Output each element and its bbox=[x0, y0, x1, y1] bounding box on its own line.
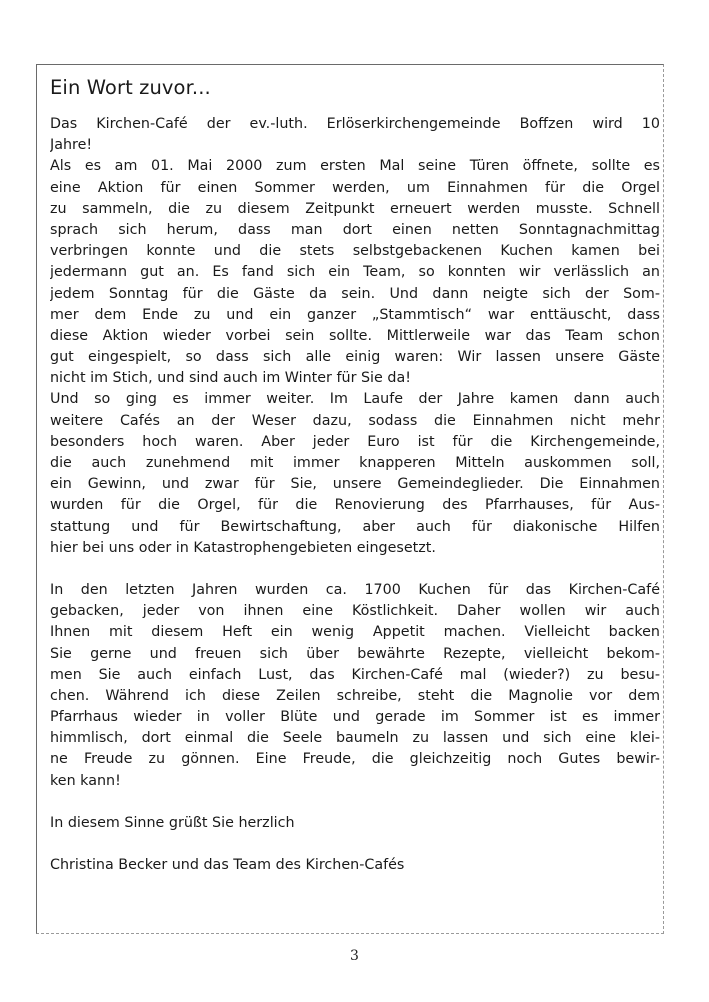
text-line: Und so ging es immer weiter. Im Laufe der Jahre kamen dann auch bbox=[50, 391, 660, 408]
text-line: jedermann gut an. Es fand sich ein Team, so konnten wir verlässlich an bbox=[50, 264, 660, 281]
text-line: In den letzten Jahren wurden ca. 1700 Kuchen für das Kirchen-Café bbox=[50, 581, 660, 598]
text-line: ne Freude zu gönnen. Eine Freude, die gleichzeitig noch Gutes bewir- bbox=[50, 751, 660, 768]
text-line: gebacken, jeder von ihnen eine Köstlichkeit. Daher wollen wir auch bbox=[50, 603, 660, 620]
text-line: Als es am 01. Mai 2000 zum ersten Mal seine Türen öffnete, sollte es bbox=[50, 158, 660, 175]
text-line: ein Gewinn, und zwar für Sie, unsere Gemeindeglieder. Die Einnahmen bbox=[50, 476, 660, 493]
page-heading: Ein Wort zuvor... bbox=[50, 76, 211, 99]
article-body bbox=[50, 114, 660, 876]
paragraph-spacer bbox=[50, 834, 660, 855]
text-line: hier bei uns oder in Katastrophengebieten eingesetzt. bbox=[50, 539, 436, 556]
text-line: verbringen konnte und die stets selbstgebackenen Kuchen kamen bei bbox=[50, 243, 660, 260]
paragraph bbox=[50, 580, 660, 792]
article bbox=[50, 72, 660, 876]
text-line: Christina Becker und das Team des Kirchen-Cafés bbox=[50, 857, 405, 873]
paragraph bbox=[50, 813, 660, 834]
text-line: Das Kirchen-Café der ev.-luth. Erlöserkirchengemeinde Boffzen wird 10 bbox=[50, 116, 660, 132]
paragraph bbox=[50, 114, 660, 156]
text-line: jedem Sonntag für die Gäste da sein. Und dann neigte sich der Som- bbox=[50, 285, 660, 302]
text-line: weitere Cafés an der Weser dazu, sodass die Einnahmen nicht mehr bbox=[50, 412, 660, 429]
text-line: nicht im Stich, und sind auch im Winter für Sie da! bbox=[50, 370, 411, 387]
text-line: wurden für die Orgel, für die Renovierung des Pfarrhauses, für Aus- bbox=[50, 497, 660, 514]
paragraph-spacer bbox=[50, 559, 660, 580]
text-line: gut eingespielt, so dass sich alle einig waren: Wir lassen unsere Gäste bbox=[50, 349, 660, 366]
text-line: besonders hoch waren. Aber jeder Euro ist für die Kirchengemeinde, bbox=[50, 433, 660, 450]
text-line: zu sammeln, die zu diesem Zeitpunkt erneuert werden musste. Schnell bbox=[50, 200, 660, 217]
text-line: Jahre! bbox=[50, 137, 93, 154]
text-line: mer dem Ende zu und ein ganzer „Stammtisch“ war enttäuscht, dass bbox=[50, 306, 660, 323]
paragraph bbox=[50, 156, 660, 389]
page-number: 3 bbox=[350, 948, 359, 964]
text-line: In diesem Sinne grüßt Sie herzlich bbox=[50, 814, 295, 831]
paragraph-spacer bbox=[50, 792, 660, 813]
text-line: stattung und für Bewirtschaftung, aber auch für diakonische Hilfen bbox=[50, 518, 660, 535]
text-line: Pfarrhaus wieder in voller Blüte und gerade im Sommer ist es immer bbox=[50, 709, 660, 726]
paragraph bbox=[50, 855, 660, 876]
text-line: Sie gerne und freuen sich über bewährte Rezepte, vielleicht bekom- bbox=[50, 645, 660, 662]
paragraph bbox=[50, 389, 660, 559]
text-line: men Sie auch einfach Lust, das Kirchen-Café mal (wieder?) zu besu- bbox=[50, 666, 660, 683]
text-line: eine Aktion für einen Sommer werden, um Einnahmen für die Orgel bbox=[50, 179, 660, 196]
text-line: die auch zunehmend mit immer knapperen Mitteln auskommen soll, bbox=[50, 455, 660, 471]
text-line: ken kann! bbox=[50, 772, 121, 789]
text-line: himmlisch, dort einmal die Seele baumeln zu lassen und sich eine klei- bbox=[50, 730, 660, 747]
text-line: sprach sich herum, dass man dort einen netten Sonntagnachmittag bbox=[50, 221, 660, 238]
text-line: chen. Während ich diese Zeilen schreibe, steht die Magnolie vor dem bbox=[50, 687, 660, 704]
text-line: Ihnen mit diesem Heft ein wenig Appetit machen. Vielleicht backen bbox=[50, 624, 660, 641]
text-line: diese Aktion wieder vorbei sein sollte. Mittlerweile war das Team schon bbox=[50, 327, 660, 344]
